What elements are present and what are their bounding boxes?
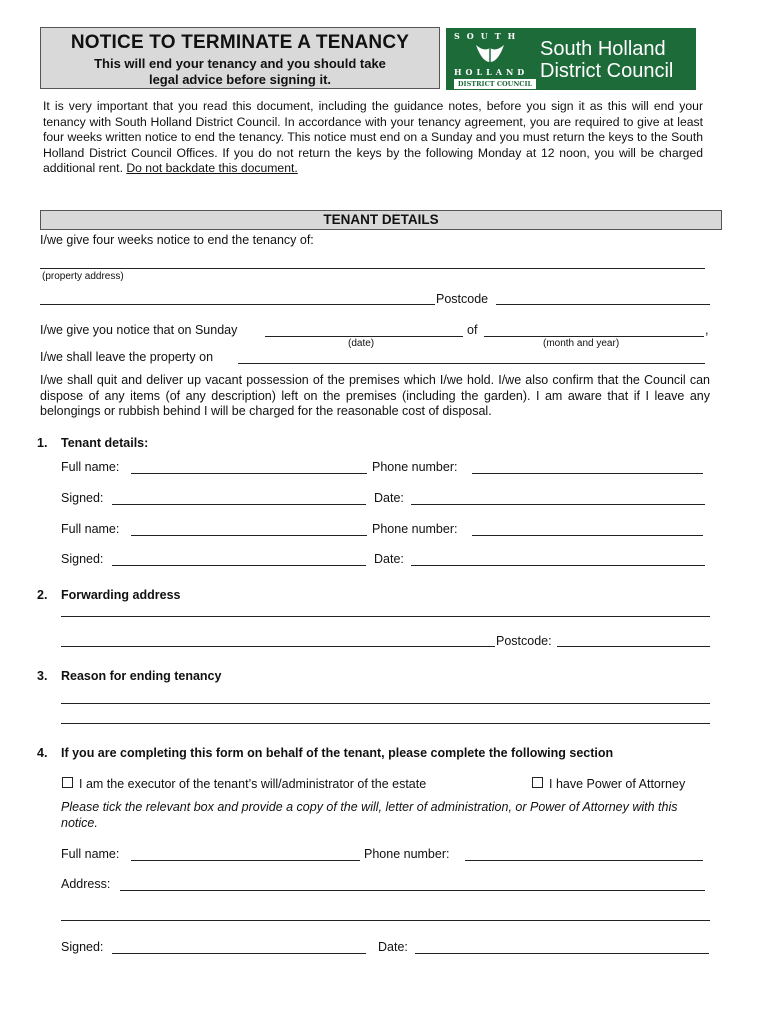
intro-paragraph: [43, 99, 703, 177]
property-address-field[interactable]: [40, 268, 705, 269]
form-title: NOTICE TO TERMINATE A TENANCY: [70, 32, 410, 53]
full-name-field-1[interactable]: [131, 473, 367, 474]
full-name-label: Full name:: [61, 522, 120, 536]
form-subtitle: This will end your tenancy and you should take legal advice before signing it.: [94, 56, 386, 87]
forwarding-address-field-2[interactable]: [61, 646, 495, 647]
notice-line: I/we give four weeks notice to end the tenancy of:: [40, 233, 314, 247]
forwarding-address-field-1[interactable]: [61, 616, 710, 617]
section2-title: Forwarding address: [61, 588, 181, 602]
section2-number: 2.: [37, 588, 48, 602]
section1-number: 1.: [37, 436, 48, 450]
rep-signed-field[interactable]: [112, 953, 366, 954]
logo-badge: DISTRICT COUNCIL: [454, 79, 536, 89]
logo-letters-mid: HOLLAND: [454, 67, 529, 77]
rep-phone-label: Phone number:: [364, 847, 450, 861]
rep-address-field-1[interactable]: [120, 890, 705, 891]
quit-paragraph: I/we shall quit and deliver up vacant possession of the premises which I/we hold. I/we also confirm that the Council can dispose of any items (of any description) left on the premises (including the garden). I am aware that if I leave any belongings or rubbish behind I will be charged for the reasonable cost of disposal.: [40, 373, 710, 418]
full-name-label: Full name:: [61, 460, 120, 474]
full-name-field-2[interactable]: [131, 535, 367, 536]
date-label: Date:: [374, 491, 404, 505]
date-field-1[interactable]: [411, 504, 705, 505]
postcode-label: Postcode: [436, 292, 489, 306]
section1-title: Tenant details:: [61, 436, 149, 450]
postcode-field[interactable]: [496, 304, 710, 305]
form-header: [40, 27, 440, 89]
executor-label: I am the executor of the tenant’s will/administrator of the estate: [79, 777, 427, 791]
signed-field-2[interactable]: [112, 565, 366, 566]
signed-label: Signed:: [61, 491, 104, 505]
council-emblem-icon: [450, 31, 532, 87]
council-name: [540, 38, 673, 82]
phone-field-1[interactable]: [472, 473, 703, 474]
intro-text: It is very important that you read this document, including the guidance notes, before you sign it as this will end your tenancy with South Holland District Council. In accordance with your tenancy agreement, you are required to give at least four weeks written notice to end the tenancy. This notice must end on a Sunday and you must return the keys to the South Holland District Council Offices. If you do not return the keys by the following Monday at 12 noon, you will be charged additional rent.: [43, 99, 703, 175]
section4-title: If you are completing this form on behalf of the tenant, please complete the following section: [61, 746, 614, 760]
section4-number: 4.: [37, 746, 48, 760]
month-year-caption: (month and year): [543, 338, 620, 349]
date-caption: (date): [348, 338, 375, 349]
executor-option[interactable]: [62, 777, 426, 791]
of-label: of: [467, 323, 478, 337]
date-label: Date:: [374, 552, 404, 566]
instruction-text: Please tick the relevant box and provide a copy of the will, letter of administration, or Power of Attorney with this notice.: [61, 800, 678, 830]
month-year-field[interactable]: [484, 336, 704, 337]
forwarding-postcode-field[interactable]: [557, 646, 710, 647]
notice-date-field[interactable]: [265, 336, 463, 337]
sunday-label: I/we give you notice that on Sunday: [40, 323, 238, 337]
forwarding-postcode-label: Postcode:: [496, 634, 552, 648]
council-name-line1: South Holland: [540, 38, 666, 60]
tenant-details-heading: TENANT DETAILS: [40, 210, 722, 230]
rep-date-label: Date:: [378, 940, 408, 954]
property-address-field-2[interactable]: [40, 304, 435, 305]
council-logo: [446, 28, 696, 90]
logo-letters-top: SOUTH: [454, 31, 523, 41]
rep-phone-field[interactable]: [465, 860, 703, 861]
phone-field-2[interactable]: [472, 535, 703, 536]
rep-full-name-field[interactable]: [131, 860, 360, 861]
phone-label: Phone number:: [372, 460, 458, 474]
rep-signed-label: Signed:: [61, 940, 104, 954]
executor-checkbox[interactable]: [62, 777, 73, 788]
property-address-caption: (property address): [42, 271, 124, 282]
comma: ,: [705, 323, 709, 337]
leave-label: I/we shall leave the property on: [40, 350, 214, 364]
reason-field-2[interactable]: [61, 723, 710, 724]
poa-checkbox[interactable]: [532, 777, 543, 788]
section3-number: 3.: [37, 669, 48, 683]
poa-option[interactable]: [532, 777, 685, 791]
signed-field-1[interactable]: [112, 504, 366, 505]
council-name-line2: District Council: [540, 60, 674, 82]
rep-full-name-label: Full name:: [61, 847, 120, 861]
section3-title: Reason for ending tenancy: [61, 669, 222, 683]
rep-date-field[interactable]: [415, 953, 709, 954]
tulip-icon: [472, 42, 508, 66]
date-field-2[interactable]: [411, 565, 705, 566]
signed-label: Signed:: [61, 552, 104, 566]
reason-field-1[interactable]: [61, 703, 710, 704]
phone-label: Phone number:: [372, 522, 458, 536]
poa-label: I have Power of Attorney: [549, 777, 686, 791]
rep-address-label: Address:: [61, 877, 111, 891]
leave-date-field[interactable]: [238, 363, 705, 364]
rep-address-field-2[interactable]: [61, 920, 710, 921]
intro-warning: Do not backdate this document.: [126, 161, 298, 175]
